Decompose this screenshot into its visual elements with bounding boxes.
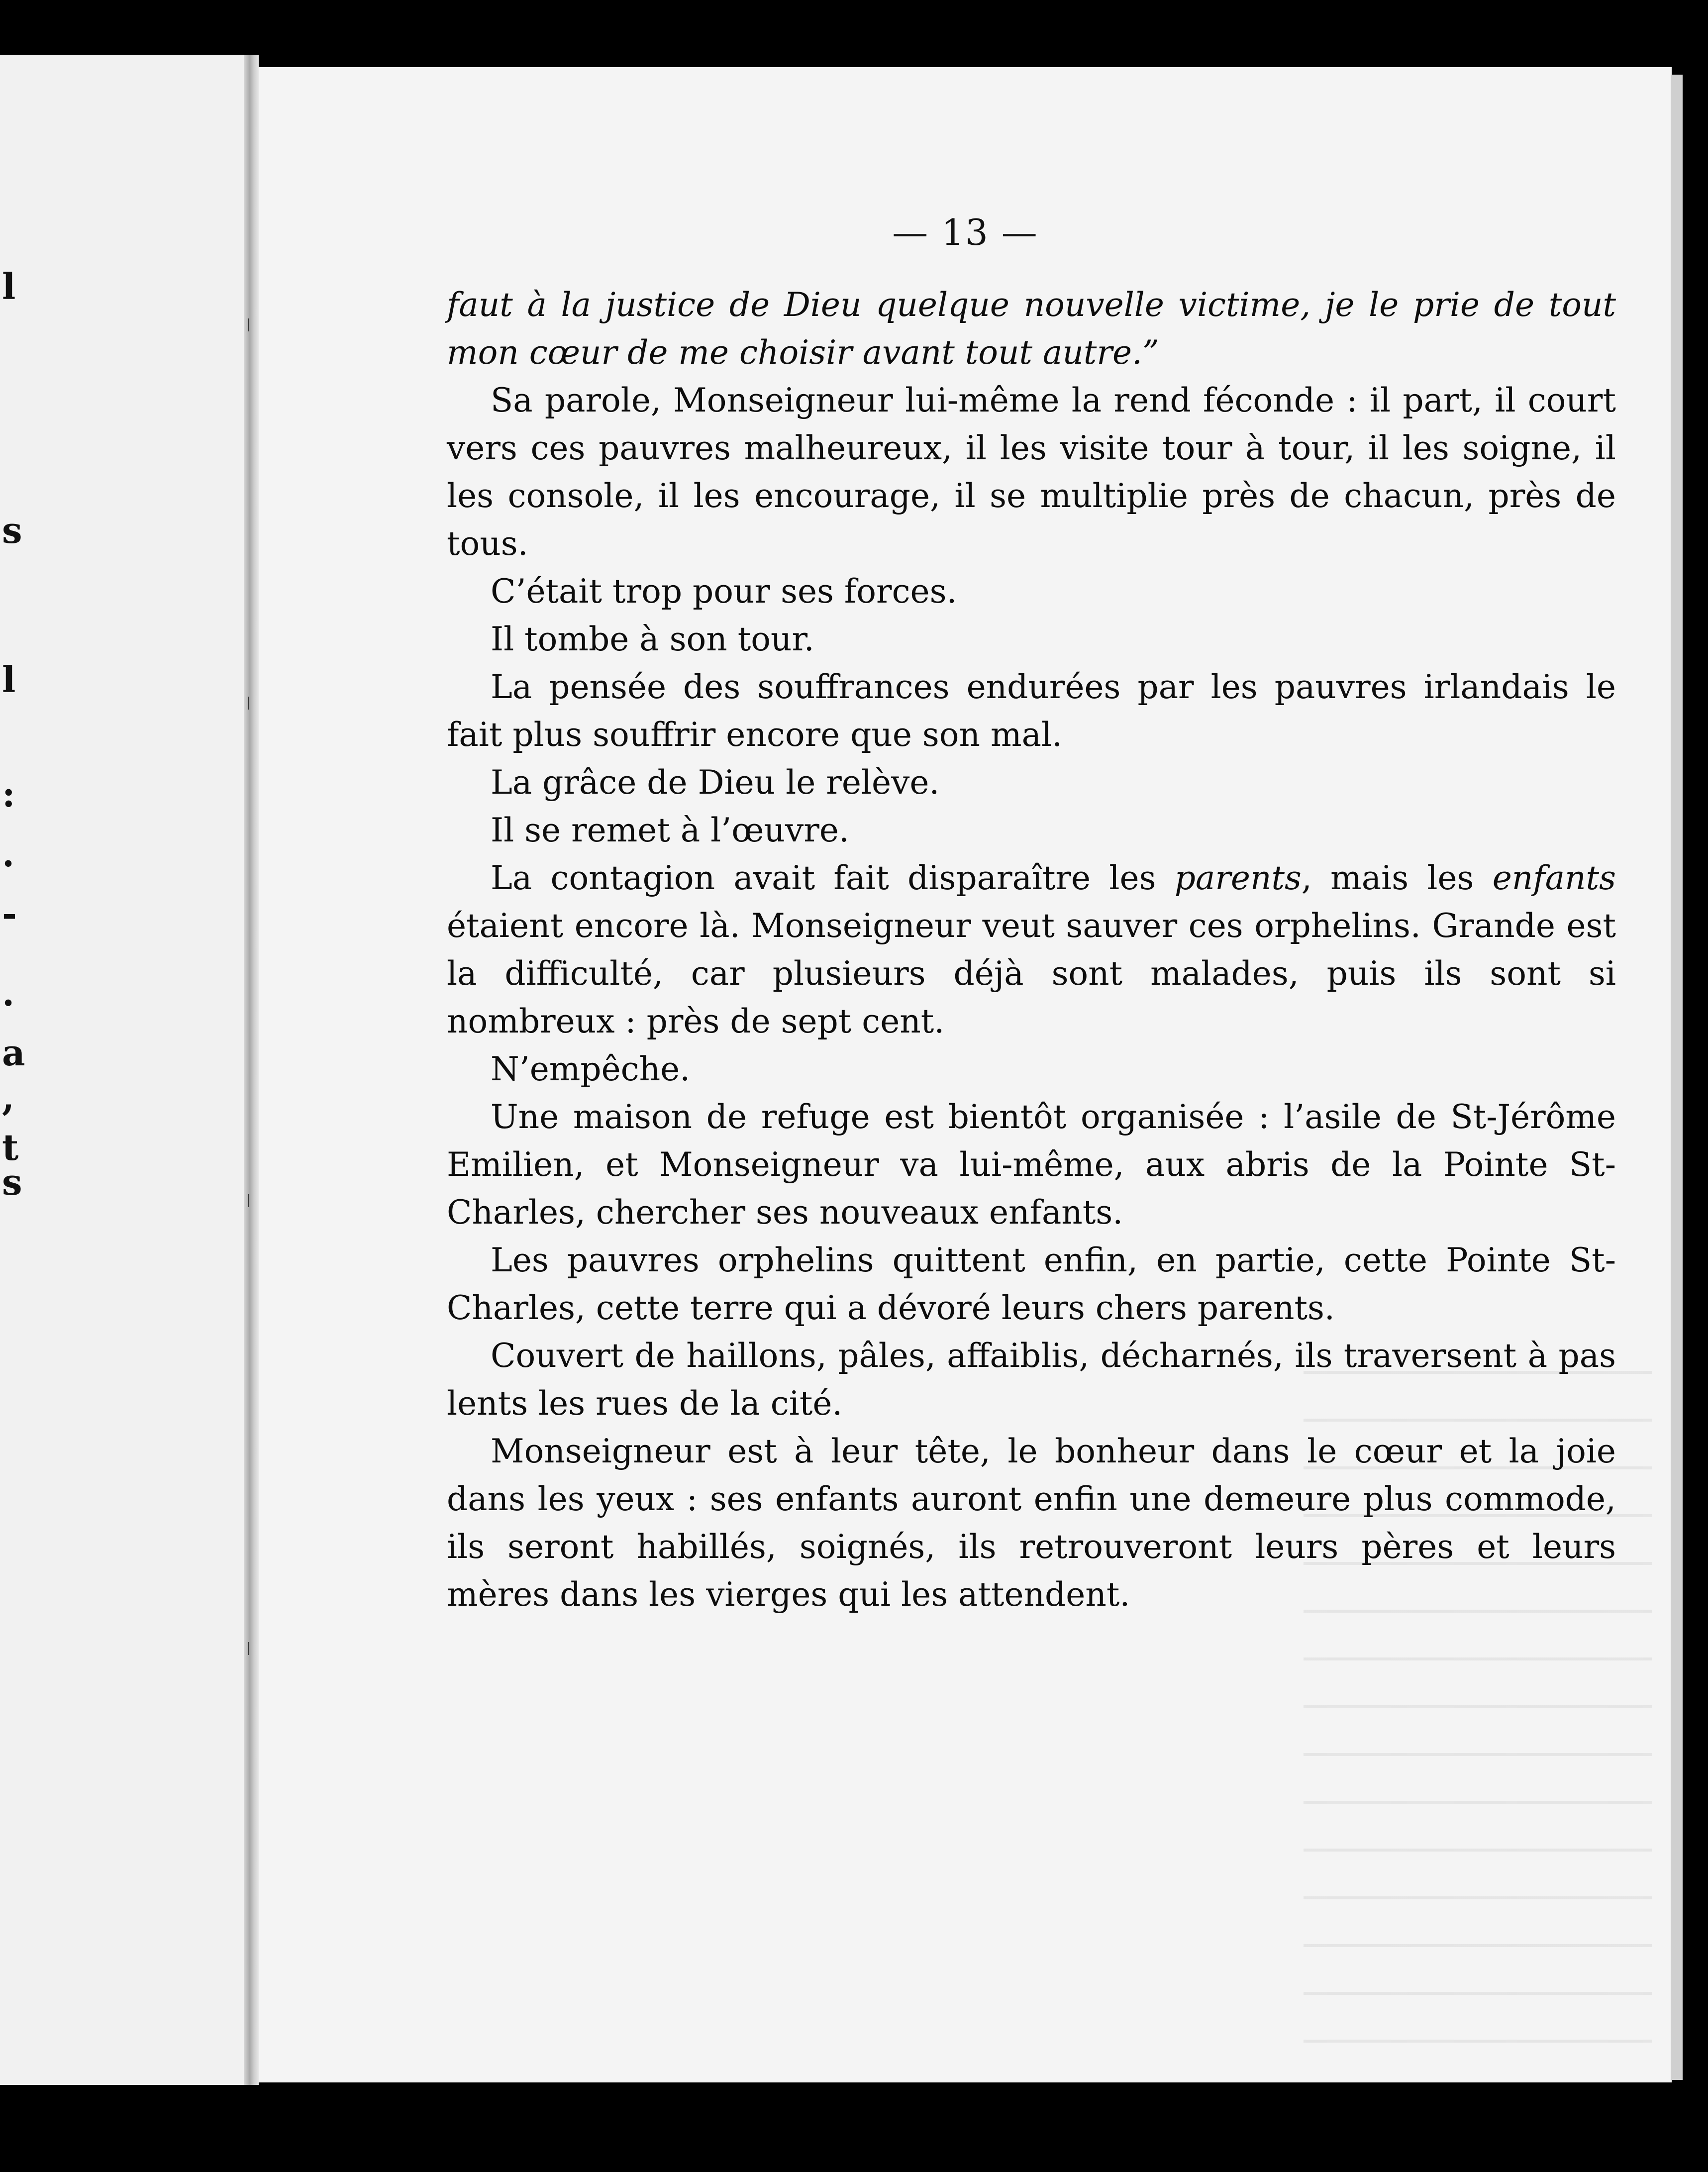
text-run: Sa parole, Monseigneur lui-même la rend féconde : il part, il court vers ces pauvres malheureux, il les visite tour à tour, il les soigne, il les console, il les encourage, il se multiplie près de chacun, près de tous. xyxy=(447,381,1616,563)
cut-off-glyph: - xyxy=(2,892,17,934)
left-facing-page xyxy=(0,55,254,2085)
paragraph xyxy=(447,1332,1616,1428)
text-run: étaient encore là. Monseigneur veut sauver ces orphelins. Grande est la difficulté, car plusieurs déjà sont malades, puis ils sont si nombreux : près de sept cent. xyxy=(447,907,1616,1040)
paragraph xyxy=(447,1093,1616,1237)
paragraph xyxy=(447,1045,1616,1093)
text-run: N’empêche. xyxy=(491,1050,691,1088)
text-run: Les pauvres orphelins quittent enfin, en partie, cette Pointe St-Charles, cette terre qui a dévoré leurs chers parents. xyxy=(447,1241,1616,1327)
paragraph xyxy=(447,377,1616,568)
text-run: , mais les xyxy=(1301,859,1493,897)
paragraph xyxy=(447,854,1616,1045)
cut-off-glyph: a xyxy=(2,1032,25,1074)
cut-off-glyph: , xyxy=(2,1076,15,1119)
cut-off-glyph: t xyxy=(2,1126,19,1168)
text-run: Couvert de haillons, pâles, affaiblis, décharnés, ils traversent à pas lents les rues de la cité. xyxy=(447,1337,1616,1423)
cut-off-glyph: l xyxy=(2,658,16,701)
text-run: La contagion avait fait disparaître les xyxy=(491,859,1175,897)
cut-off-glyph: . xyxy=(2,972,15,1014)
cut-off-glyph: l xyxy=(2,265,16,308)
body-text xyxy=(447,281,1616,1619)
text-run: La pensée des souffrances endurées par les pauvres irlandais le fait plus souffrir encore que son mal. xyxy=(447,668,1616,754)
cut-off-glyph: : xyxy=(2,773,15,815)
page-edge xyxy=(1671,75,1683,2080)
text-run: Il se remet à l’œuvre. xyxy=(491,811,849,849)
paragraph xyxy=(447,1428,1616,1619)
paragraph xyxy=(447,568,1616,616)
paragraph xyxy=(447,281,1616,377)
italic-text: faut à la justice de Dieu quelque nouvelle victime, je le prie de tout mon cœur de me choisir avant tout autre.” xyxy=(447,286,1616,372)
text-run: C’était trop pour ses forces. xyxy=(491,572,957,611)
text-run: Monseigneur est à leur tête, le bonheur dans le cœur et la joie dans les yeux : ses enfants auront enfin une demeure plus commode, ils seront habillés, soignés, ils retrouveront leurs pères et leurs mères dans les vierges qui les attendent. xyxy=(447,1432,1616,1614)
cut-off-glyph: s xyxy=(2,509,22,551)
book-gutter xyxy=(244,55,259,2085)
paragraph xyxy=(447,1237,1616,1332)
text-run: Il tombe à son tour. xyxy=(491,620,814,658)
binding-stitch xyxy=(248,1194,256,1207)
italic-text: parents xyxy=(1174,859,1302,897)
paragraph xyxy=(447,807,1616,854)
paragraph xyxy=(447,663,1616,759)
text-run: Une maison de refuge est bientôt organisée : l’asile de St-Jérôme Emilien, et Monseigneur va lui-même, aux abris de la Pointe St-Charles, chercher ses nouveaux enfants. xyxy=(447,1098,1616,1232)
cut-off-glyph: . xyxy=(2,832,15,875)
cut-off-glyph: s xyxy=(2,1161,22,1203)
book-page xyxy=(259,67,1672,2082)
italic-text: enfants xyxy=(1492,859,1616,897)
binding-stitch xyxy=(248,1642,256,1655)
binding-stitch xyxy=(248,697,256,710)
paragraph xyxy=(447,616,1616,663)
page-number: — 13 — xyxy=(892,211,1038,253)
paragraph xyxy=(447,759,1616,807)
text-run: La grâce de Dieu le relève. xyxy=(491,763,940,802)
binding-stitch xyxy=(248,318,256,331)
